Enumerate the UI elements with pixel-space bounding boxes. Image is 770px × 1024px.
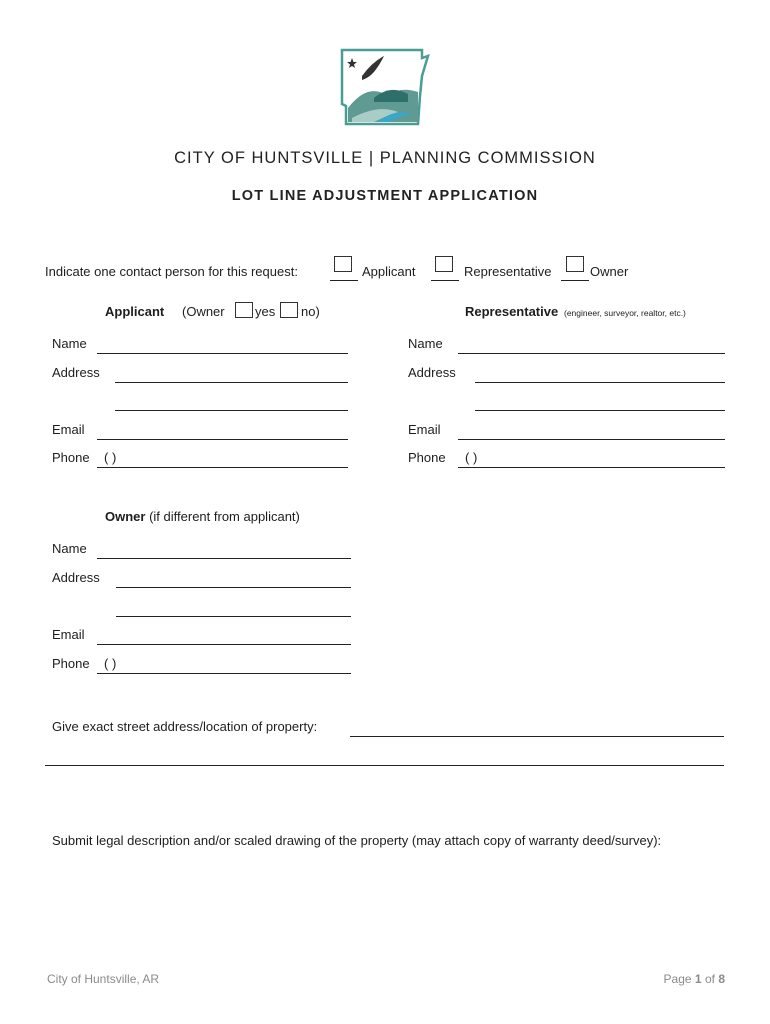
representative-phone-field[interactable] [458, 467, 725, 468]
representative-email-label: Email [408, 422, 441, 437]
applicant-phone-field[interactable] [97, 467, 348, 468]
property-address-field[interactable] [350, 736, 724, 737]
applicant-address-field-2[interactable] [115, 410, 348, 411]
representative-name-label: Name [408, 336, 443, 351]
page-title: CITY OF HUNTSVILLE | PLANNING COMMISSION [174, 149, 596, 167]
owner-phone-parens: ( ) [104, 656, 117, 671]
applicant-owner-yes-label: yes [255, 304, 276, 319]
page-number [664, 972, 725, 986]
applicant-heading: Applicant [105, 304, 165, 319]
property-address-label: Give exact street address/location of property: [52, 719, 318, 734]
contact-option-representative: Representative [464, 264, 552, 279]
applicant-address-field[interactable] [115, 382, 348, 383]
owner-phone-label: Phone [52, 656, 90, 671]
representative-phone-parens: ( ) [465, 450, 478, 465]
contact-prompt: Indicate one contact person for this request: [45, 264, 298, 279]
form-title: LOT LINE ADJUSTMENT APPLICATION [231, 188, 539, 204]
representative-heading: Representative [465, 304, 559, 319]
page-of: of [704, 972, 715, 986]
page-prefix: Page [663, 972, 692, 986]
owner-heading: Owner [105, 509, 146, 524]
applicant-name-field[interactable] [97, 353, 348, 354]
owner-address-label: Address [52, 570, 100, 585]
owner-address-field[interactable] [116, 587, 351, 588]
applicant-phone-label: Phone [52, 450, 90, 465]
representative-address-field-2[interactable] [475, 410, 725, 411]
contact-applicant-checkbox[interactable] [334, 256, 352, 272]
applicant-phone-parens: ( ) [104, 450, 117, 465]
applicant-name-label: Name [52, 336, 87, 351]
owner-name-field[interactable] [97, 558, 351, 559]
page-current: 1 [694, 972, 702, 986]
contact-representative-checkbox[interactable] [435, 256, 453, 272]
legal-description-label: Submit legal description and/or scaled drawing of the property (may attach copy of warranty deed/survey): [52, 833, 662, 848]
owner-heading-row [105, 509, 300, 524]
representative-note: (engineer, surveyor, realtor, etc.) [564, 308, 686, 318]
owner-email-label: Email [52, 627, 85, 642]
representative-address-label: Address [408, 365, 456, 380]
representative-name-field[interactable] [458, 353, 725, 354]
owner-email-field[interactable] [97, 644, 351, 645]
applicant-email-field[interactable] [97, 439, 348, 440]
representative-email-field[interactable] [458, 439, 725, 440]
owner-phone-field[interactable] [97, 673, 351, 674]
applicant-owner-prefix: (Owner [182, 304, 225, 319]
contact-option-applicant: Applicant [362, 264, 416, 279]
applicant-owner-no-checkbox[interactable] [280, 302, 298, 318]
applicant-address-label: Address [52, 365, 100, 380]
city-logo [338, 46, 430, 128]
representative-phone-label: Phone [408, 450, 446, 465]
applicant-owner-yes-checkbox[interactable] [235, 302, 253, 318]
owner-address-field-2[interactable] [116, 616, 351, 617]
property-address-field-2[interactable] [45, 765, 724, 766]
page-total: 8 [718, 972, 725, 986]
owner-name-label: Name [52, 541, 87, 556]
representative-address-field[interactable] [475, 382, 725, 383]
owner-note: (if different from applicant) [149, 509, 300, 524]
contact-option-owner: Owner [590, 264, 629, 279]
applicant-email-label: Email [52, 422, 85, 437]
footer-city: City of Huntsville, AR [47, 972, 160, 986]
applicant-owner-no-label: no) [301, 304, 320, 319]
contact-owner-checkbox[interactable] [566, 256, 584, 272]
